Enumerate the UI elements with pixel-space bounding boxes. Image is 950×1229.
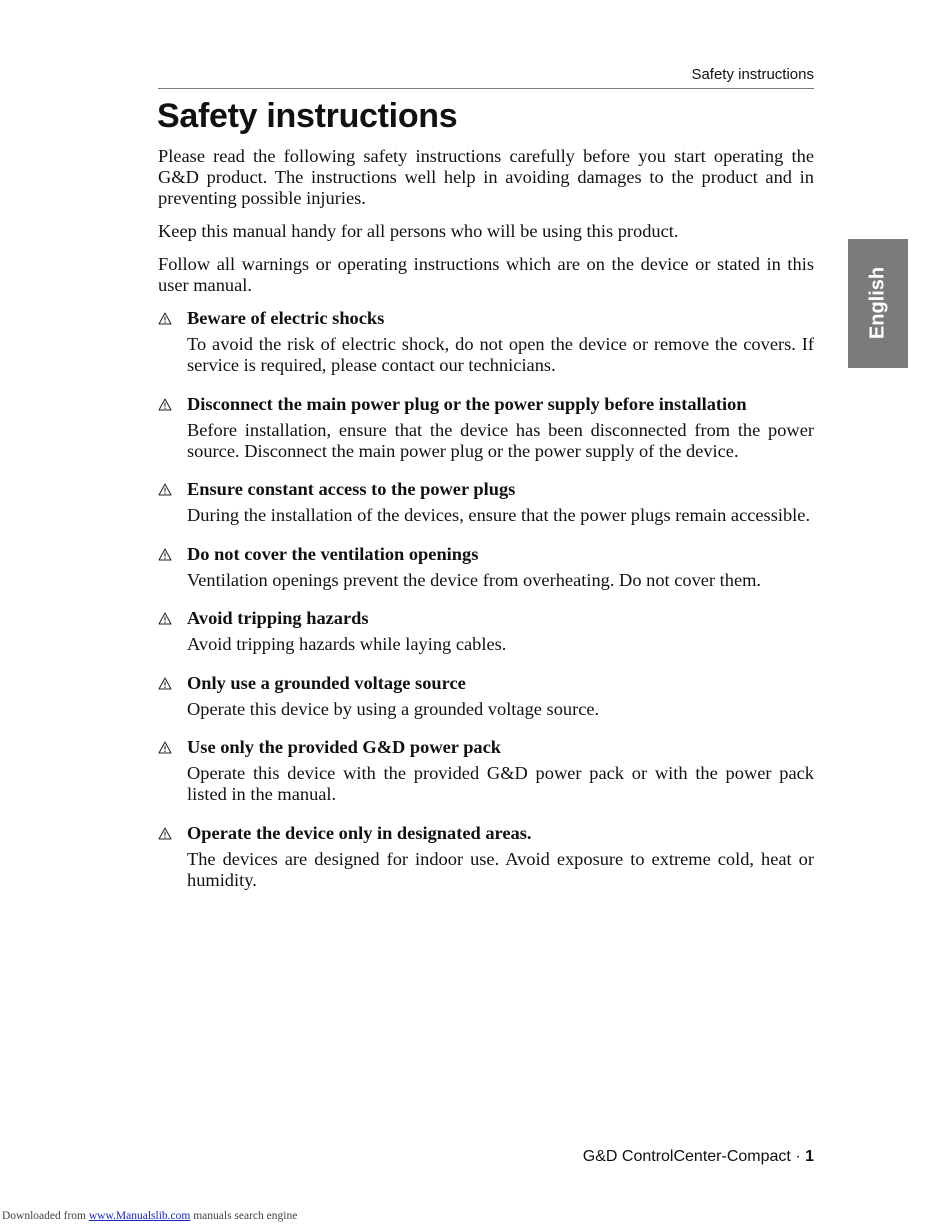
warning-heading: Use only the provided G&D power pack bbox=[187, 737, 502, 757]
page-number: 1 bbox=[805, 1148, 814, 1165]
warning-triangle-icon bbox=[158, 548, 172, 561]
warning-text: Operate this device with the provided G&D power pack or with the power pack listed in the manual. bbox=[187, 763, 814, 804]
warning-heading: Only use a grounded voltage source bbox=[187, 672, 466, 693]
warning-triangle-icon bbox=[158, 312, 172, 325]
warning-text: Avoid tripping hazards while laying cables. bbox=[187, 634, 507, 654]
warning-item bbox=[158, 308, 814, 376]
warning-item bbox=[158, 823, 814, 891]
warning-item bbox=[158, 673, 814, 720]
warning-list bbox=[158, 308, 814, 891]
warning-triangle-icon bbox=[158, 677, 172, 690]
warning-text: Operate this device by using a grounded voltage source. bbox=[187, 698, 600, 719]
warning-text: Ventilation openings prevent the device from overheating. Do not cover them. bbox=[187, 569, 762, 590]
warning-item bbox=[158, 394, 814, 462]
warning-item bbox=[158, 544, 814, 591]
warning-heading: Operate the device only in designated areas. bbox=[187, 822, 532, 843]
warning-text: During the installation of the devices, ensure that the power plugs remain accessible. bbox=[187, 505, 811, 525]
warning-heading: Disconnect the main power plug or the power supply before installation bbox=[187, 393, 747, 414]
warning-item bbox=[158, 479, 814, 526]
intro-paragraph: Please read the following safety instructions carefully before you start operating the G&D product. The instructions well help in avoiding damages to the product and in preventing possible injuries. bbox=[158, 146, 814, 208]
running-header: Safety instructions bbox=[691, 66, 814, 83]
warning-text: To avoid the risk of electric shock, do not open the device or remove the covers. If service is required, please contact our technicians. bbox=[187, 334, 814, 375]
warning-item bbox=[158, 737, 814, 805]
footer-separator: · bbox=[795, 1148, 801, 1165]
download-prefix: Downloaded from bbox=[2, 1210, 86, 1222]
intro-paragraph: Follow all warnings or operating instructions which are on the device or stated in this user manual. bbox=[158, 254, 814, 295]
language-tab bbox=[848, 239, 908, 368]
header-rule bbox=[158, 88, 814, 89]
warning-heading: Beware of electric shocks bbox=[187, 308, 385, 328]
manualslib-link[interactable]: www.Manualslib.com bbox=[88, 1210, 191, 1222]
download-suffix: manuals search engine bbox=[193, 1210, 298, 1222]
language-tab-label: English bbox=[866, 266, 889, 340]
warning-triangle-icon bbox=[158, 612, 172, 625]
page-body bbox=[158, 146, 814, 908]
page-title: Safety instructions bbox=[157, 97, 458, 135]
warning-heading: Ensure constant access to the power plugs bbox=[187, 479, 516, 499]
warning-heading: Avoid tripping hazards bbox=[187, 608, 369, 628]
warning-triangle-icon bbox=[158, 741, 172, 754]
download-note bbox=[2, 1209, 297, 1223]
warning-heading: Do not cover the ventilation openings bbox=[187, 543, 479, 564]
footer-product: G&D ControlCenter-Compact bbox=[582, 1148, 791, 1165]
warning-text: Before installation, ensure that the device has been disconnected from the power source. Disconnect the main power plug or the power supply of the device. bbox=[187, 419, 814, 461]
warning-item bbox=[158, 608, 814, 655]
warning-triangle-icon bbox=[158, 483, 172, 496]
page-footer bbox=[400, 1147, 814, 1167]
warning-text: The devices are designed for indoor use. Avoid exposure to extreme cold, heat or humidity. bbox=[187, 848, 814, 890]
warning-triangle-icon bbox=[158, 827, 172, 840]
intro-paragraph: Keep this manual handy for all persons who will be using this product. bbox=[158, 221, 679, 241]
warning-triangle-icon bbox=[158, 398, 172, 411]
